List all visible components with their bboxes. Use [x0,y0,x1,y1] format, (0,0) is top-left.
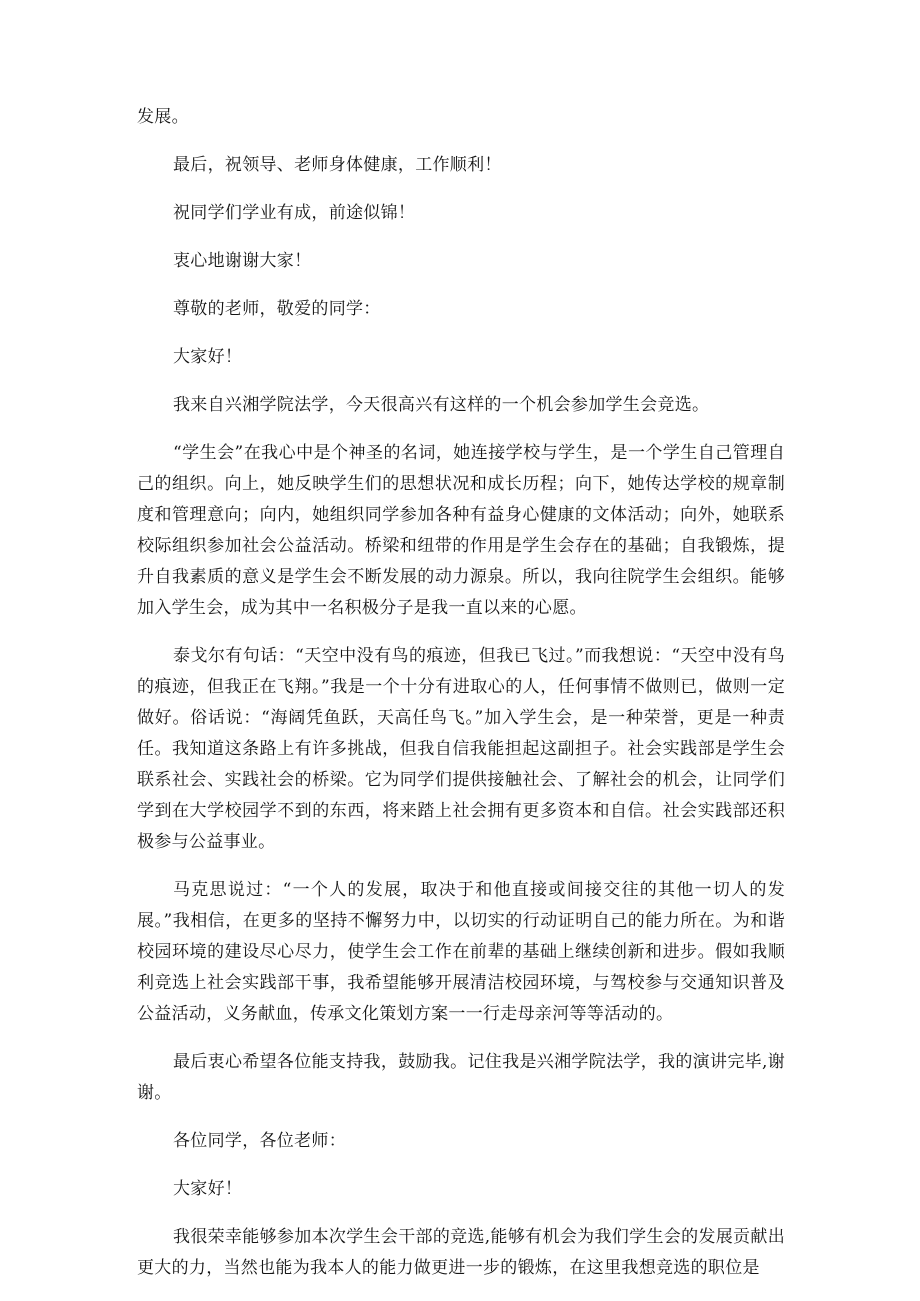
paragraph-tagore: 泰戈尔有句话：“天空中没有鸟的痕迹，但我已飞过。”而我想说：“天空中没有鸟的痕迹，但我正在飞翔。”我是一个十分有进取心的人，任何事情不做则已，做则一定做好。俗话说：“海阔凭鱼跃，天高任鸟飞。”加入学生会，是一种荣誉，更是一种责任。我知道这条路上有许多挑战，但我自信我能担起这副担子。社会实践部是学生会联系社会、实践社会的桥梁。它为同学们提供接触社会、了解社会的机会，让同学们学到在大学校园学不到的东西，将来踏上社会拥有更多资本和自信。社会实践部还积极参与公益事业。 [137,646,785,852]
document-body [137,102,785,1301]
paragraph-continuation: 发展。 [137,107,189,127]
paragraph-greeting-2: 大家好！ [173,1179,243,1199]
paragraph-thanks: 衷心地谢谢大家！ [173,251,312,271]
paragraph-greeting: 大家好！ [173,347,243,367]
paragraph-student-union: “学生会”在我心中是个神圣的名词，她连接学校与学生，是一个学生自己管理自己的组织。向上，她反映学生们的思想状况和成长历程；向下，她传达学校的规章制度和管理意向；向内，她组织同学参加各种有益身心健康的文体活动；向外，她联系校际组织参加社会公益活动。桥梁和纽带的作用是学生会存在的基础；自我锻炼，提升自我素质的意义是学生会不断发展的动力源泉。所以，我向往院学生会组织。能够加入学生会，成为其中一名积极分子是我一直以来的心愿。 [137,443,785,618]
paragraph-salutation: 尊敬的老师，敬爱的同学： [173,299,381,319]
paragraph-student-wish: 祝同学们学业有成，前途似锦！ [173,203,416,223]
paragraph-final-appeal: 最后衷心希望各位能支持我，鼓励我。记住我是兴湘学院法学，我的演讲完毕,谢谢。 [137,1052,785,1103]
paragraph-second-speech: 我很荣幸能够参加本次学生会干部的竞选,能够有机会为我们学生会的发展贡献出更大的力，当然也能为我本人的能力做更进一步的锻炼，在这里我想竞选的职位是 [137,1227,785,1278]
paragraph-salutation-2: 各位同学，各位老师： [173,1131,346,1151]
paragraph-closing-wish: 最后，祝领导、老师身体健康，工作顺利！ [173,155,502,175]
paragraph-introduction: 我来自兴湘学院法学，今天很高兴有这样的一个机会参加学生会竞选。 [173,395,710,415]
paragraph-marx: 马克思说过：“一个人的发展，取决于和他直接或间接交往的其他一切人的发展。”我相信，在更多的坚持不懈努力中，以切实的行动证明自己的能力所在。为和谐校园环境的建设尽心尽力，使学生会工作在前辈的基础上继续创新和进步。假如我顺利竞选上社会实践部干事，我希望能够开展清洁校园环境，与驾校参与交通知识普及公益活动，义务献血，传承文化策划方案一一行走母亲河等等活动的。 [137,880,785,1024]
